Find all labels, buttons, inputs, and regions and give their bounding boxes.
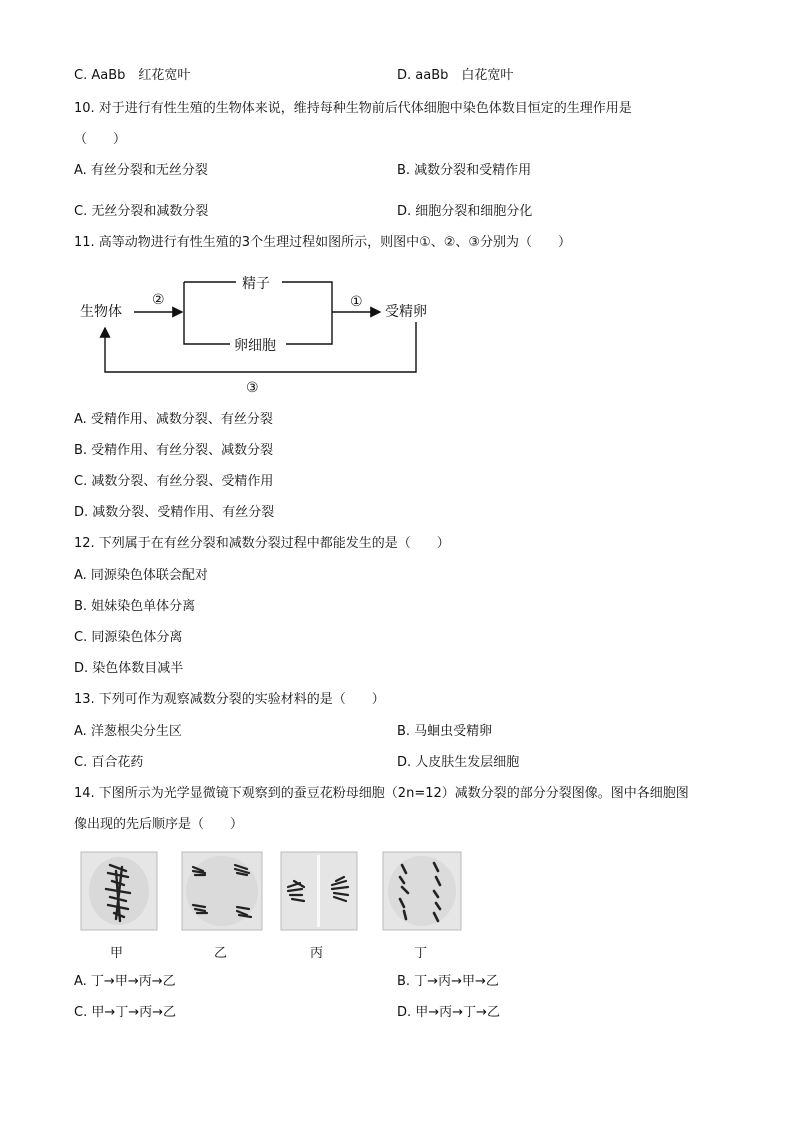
q14-option-d: D. 甲→丙→丁→乙 [397, 1005, 500, 1020]
q12-option-b: B. 姐妹染色单体分离 [74, 599, 196, 614]
organism-label: 生物体 [80, 304, 122, 320]
process-3-marker: ③ [246, 380, 259, 396]
q10-option-b: B. 减数分裂和受精作用 [397, 163, 532, 178]
q13-stem: 13. 下列可作为观察减数分裂的实验材料的是（ ） [74, 692, 385, 707]
q12-option-a: A. 同源染色体联会配对 [74, 568, 208, 583]
q9-option-c: C. AaBb 红花宽叶 [74, 68, 191, 83]
micrograph-yi [181, 851, 263, 931]
process-1-marker: ① [350, 294, 363, 310]
zygote-label: 受精卵 [385, 304, 427, 320]
q10-option-c: C. 无丝分裂和减数分裂 [74, 204, 209, 219]
reproduction-cycle-diagram [74, 266, 444, 398]
q14-stem-cont: 像出现的先后顺序是（ ） [74, 817, 244, 832]
process-2-marker: ② [152, 292, 165, 308]
q14-option-b: B. 丁→丙→甲→乙 [397, 974, 499, 989]
q11-option-d: D. 减数分裂、受精作用、有丝分裂 [74, 505, 275, 520]
q14-option-a: A. 丁→甲→丙→乙 [74, 974, 176, 989]
caption-yi: 乙 [214, 946, 228, 961]
micrograph-ding [382, 851, 462, 931]
sperm-label: 精子 [242, 276, 270, 292]
q12-option-d: D. 染色体数目减半 [74, 661, 184, 676]
q14-stem: 14. 下图所示为光学显微镜下观察到的蚕豆花粉母细胞（2n=12）减数分裂的部分分裂图像。图中各细胞图 [74, 786, 689, 801]
q10-option-d: D. 细胞分裂和细胞分化 [397, 204, 533, 219]
caption-jia: 甲 [110, 946, 124, 961]
caption-ding: 丁 [414, 946, 428, 961]
q14-option-c: C. 甲→丁→丙→乙 [74, 1005, 177, 1020]
q13-option-d: D. 人皮肤生发层细胞 [397, 755, 520, 770]
q12-stem: 12. 下列属于在有丝分裂和减数分裂过程中都能发生的是（ ） [74, 536, 450, 551]
q10-option-a: A. 有丝分裂和无丝分裂 [74, 163, 208, 178]
q11-stem: 11. 高等动物进行有性生殖的3个生理过程如图所示，则图中①、②、③分别为（ ） [74, 235, 572, 250]
caption-bing: 丙 [310, 946, 324, 961]
q10-stem-blank: （ ） [74, 132, 127, 147]
q12-option-c: C. 同源染色体分离 [74, 630, 183, 645]
q13-option-b: B. 马蛔虫受精卵 [397, 724, 493, 739]
q11-option-b: B. 受精作用、有丝分裂、减数分裂 [74, 443, 274, 458]
q11-option-c: C. 减数分裂、有丝分裂、受精作用 [74, 474, 274, 489]
micrograph-bing [280, 851, 358, 931]
q10-stem: 10. 对于进行有性生殖的生物体来说，维持每种生物前后代体细胞中染色体数目恒定的生理作用是 [74, 101, 632, 116]
q11-option-a: A. 受精作用、减数分裂、有丝分裂 [74, 412, 273, 427]
q13-option-a: A. 洋葱根尖分生区 [74, 724, 182, 739]
q13-option-c: C. 百合花药 [74, 755, 144, 770]
q9-option-d: D. aaBb 白花宽叶 [397, 68, 514, 83]
egg-label: 卵细胞 [234, 338, 276, 354]
micrograph-jia [80, 851, 158, 931]
